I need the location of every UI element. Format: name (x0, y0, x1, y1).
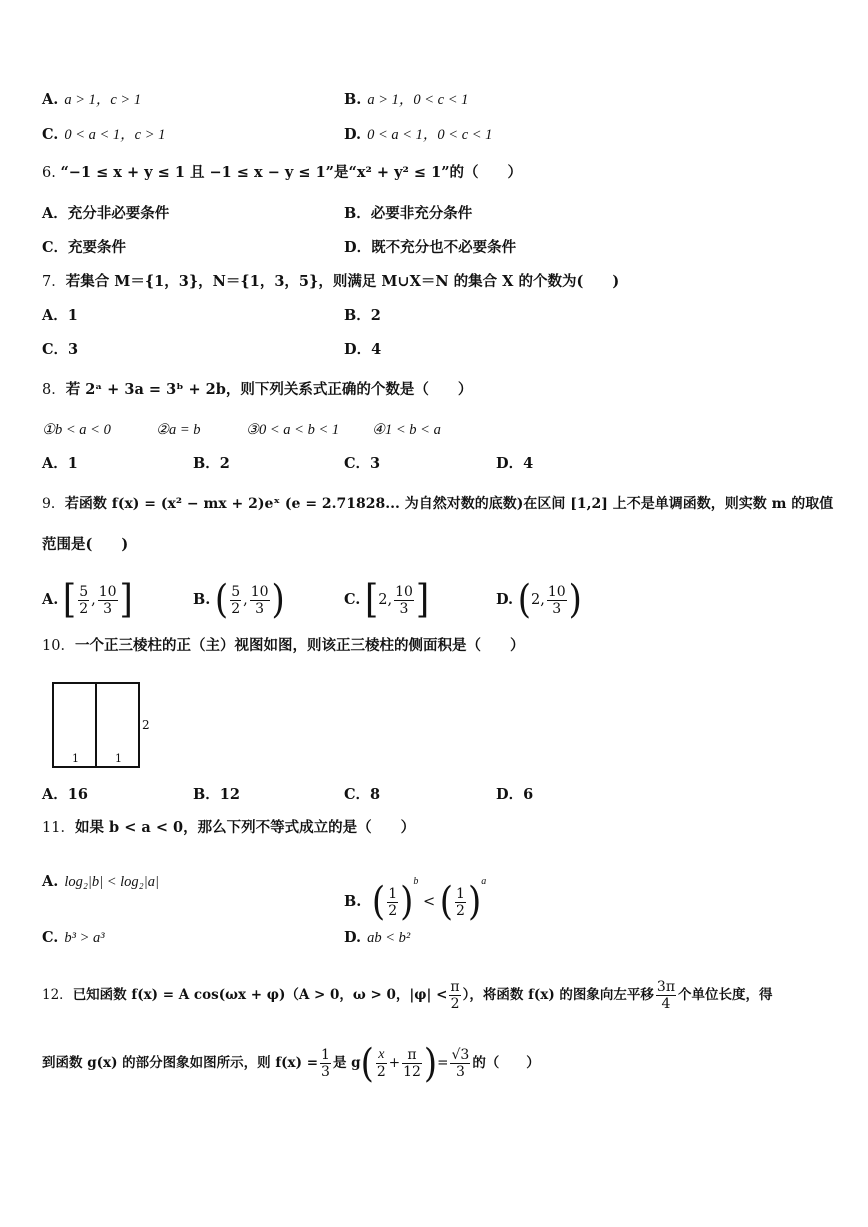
q5-option-a: A. a > 1，c > 1 (42, 91, 142, 108)
width-label-right: 1 (115, 752, 122, 765)
q5-row-cd (0, 121, 868, 149)
q6-row-ab (0, 200, 868, 228)
q7-option-b: B．2 (344, 307, 381, 324)
fraction: $\frac{x}{2}$ (376, 1047, 386, 1080)
q7-row-ab (0, 302, 868, 330)
paren-right: ) (467, 879, 482, 925)
q11-option-b: B. ( $\frac{1}{2}$ )$^b$ < ( $\frac{1}{2}$ )$^a$ (344, 876, 487, 925)
q6-option-c: C．充要条件 (42, 239, 127, 256)
q8-option-d: D．4 (496, 455, 534, 472)
q11-row-ab (0, 860, 868, 925)
q5-option-b: B. a > 1，0 < c < 1 (344, 91, 469, 108)
q9-option-b: B. ( $\frac{5}{2}$ , $\frac{10}{3}$ ) (193, 577, 285, 623)
bracket-right: ] (415, 577, 430, 623)
q8-stem (0, 376, 868, 404)
q12-stem-line2: 到函数 g(x) 的部分图象如图所示，则 f(x) = $\frac{1}{3}$ 是 g( $\frac{x}{2}$ + $\frac{\pi}{12}$ )= $\frac{√3}{3}$ 的（ ） (42, 1040, 540, 1087)
q9-stem-text: 若函数 f(x) = (x² − mx + 2)eˣ (e = 2.71828... 为自然对数的底数)在区间 [1,2] 上不是单调函数，则实数 m 的取值 (64, 496, 834, 512)
q7-option-a: A．1 (42, 307, 78, 324)
q7-number: 7． (42, 274, 66, 290)
q9-option-c: C. [2, $\frac{10}{3}$ ] (344, 577, 430, 623)
q6-option-a: A．充分非必要条件 (42, 205, 170, 222)
q7-stem-text: 若集合 M＝{1，3}，N＝{1，3，5}，则满足 M∪X＝N 的集合 X 的个数为( ) (65, 273, 620, 290)
q7-row-cd (0, 336, 868, 364)
height-label: 2 (142, 718, 150, 732)
q8-stem-text: 若 2ᵃ + 3a = 3ᵇ + 2b，则下列关系式正确的个数是（ ） (65, 381, 473, 398)
bracket-left: [ (364, 577, 379, 623)
q10-option-b: B．12 (193, 786, 240, 803)
q6-row-cd (0, 234, 868, 262)
q6-stem-text: “−1 ≤ x + y ≤ 1 且 −1 ≤ x − y ≤ 1”是“x² + y² ≤ 1”的（ ） (60, 164, 523, 181)
q10-options (0, 781, 868, 809)
bracket-right: ] (119, 577, 133, 623)
q8-statement-2: ②a = b (156, 422, 201, 438)
q11-option-a: A. log₂|b| < log₂|a| (42, 873, 159, 890)
q5-option-d: D. 0 < a < 1，0 < c < 1 (344, 126, 493, 143)
paren-right: ) (568, 577, 582, 623)
fraction: $\frac{√3}{3}$ (451, 1047, 470, 1080)
fraction: $\frac{10}{3}$ (250, 583, 269, 617)
paren-right: ) (423, 1040, 438, 1087)
paren-left: ( (214, 577, 229, 623)
q6-stem (0, 159, 868, 187)
q8-option-c: C．3 (344, 455, 381, 472)
width-label-left: 1 (72, 752, 79, 765)
q11-stem-text: 如果 b < a < 0，那么下列不等式成立的是（ ） (74, 819, 416, 836)
q8-statement-4: ④1 < b < a (372, 422, 441, 438)
q10-number: 10． (42, 638, 75, 654)
q9-option-a: A. [ $\frac{5}{2}$ , $\frac{10}{3}$ ] (42, 577, 133, 623)
q12-stem-text-2c: 的（ ） (472, 1055, 540, 1071)
q12-stem-text-1a: 已知函数 f(x) = A cos(ωx + φ)（A > 0，ω > 0，|φ| < (72, 987, 448, 1003)
q9-d-label: D. (496, 591, 514, 608)
q10-option-d: D．6 (496, 786, 534, 803)
q11-option-c: C. b³ > a³ (42, 929, 105, 946)
q6-option-b: B．必要非充分条件 (344, 205, 473, 222)
q8-options (0, 450, 868, 478)
fraction: $\frac{10}{3}$ (98, 583, 117, 617)
q11-stem (0, 814, 868, 842)
q6-option-d: D．既不充分也不必要条件 (344, 239, 517, 256)
q10-option-c: C．8 (344, 786, 381, 803)
q10-stem-text: 一个正三棱柱的正（主）视图如图，则该正三棱柱的侧面积是（ ） (74, 637, 525, 654)
q9-stem-line1 (0, 490, 868, 518)
q8-statement-1: ①b < a < 0 (42, 422, 111, 438)
fraction: $\frac{10}{3}$ (395, 583, 413, 617)
q8-number: 8． (42, 382, 66, 398)
q11-number: 11． (42, 820, 75, 836)
paren-right: ) (271, 577, 285, 623)
fraction: $\frac{5}{2}$ (79, 583, 89, 617)
paren-left: ( (439, 879, 454, 925)
q9-c-label: C. (344, 591, 361, 608)
q9-number: 9． (42, 496, 65, 512)
q10-option-a: A．16 (42, 786, 88, 803)
q12-number: 12． (42, 987, 73, 1003)
q12-stem-line1 (0, 973, 868, 1017)
fraction: $\frac{1}{2}$ (388, 885, 398, 919)
fraction: $\frac{5}{2}$ (231, 583, 241, 617)
q12-stem-text-2a: 到函数 g(x) 的部分图象如图所示，则 f(x) = (42, 1055, 319, 1071)
q5-row-ab (0, 86, 868, 114)
bracket-left: [ (62, 577, 77, 623)
paren-right: ) (400, 879, 414, 925)
paren-left: ( (517, 577, 531, 623)
q12-stem-text-1c: 个单位长度，得 (678, 987, 773, 1003)
q11-option-d: D. ab < b² (344, 929, 411, 946)
q8-option-b: B．2 (193, 455, 230, 472)
q7-option-c: C．3 (42, 341, 79, 358)
fraction: $\frac{\pi}{2}$ (450, 979, 460, 1012)
paren-left: ( (371, 879, 386, 925)
q7-stem (0, 268, 868, 296)
q5-option-c: C. 0 < a < 1，c > 1 (42, 126, 166, 143)
fraction: $\frac{1}{2}$ (456, 885, 465, 919)
fraction: $\frac{1}{3}$ (321, 1047, 330, 1080)
q8-statements (0, 416, 868, 444)
q9-a-label: A. (42, 591, 59, 608)
paren-left: ( (360, 1040, 374, 1087)
q8-statement-3: ③0 < a < b < 1 (246, 422, 340, 438)
q7-option-d: D．4 (344, 341, 382, 358)
fraction: $\frac{\pi}{12}$ (403, 1047, 421, 1080)
q9-b-label: B. (193, 591, 211, 608)
fraction: $\frac{10}{3}$ (547, 583, 566, 617)
q9-option-d: D. (2, $\frac{10}{3}$ ) (496, 577, 582, 623)
q12-stem-text-2b: 是 g (332, 1055, 361, 1071)
q9-stem-text-2: 范围是( ) (42, 536, 129, 553)
q6-number: 6. (42, 165, 56, 181)
q10-stem (0, 632, 868, 660)
q8-option-a: A．1 (42, 455, 78, 472)
q9-options (0, 577, 868, 623)
q11-row-cd (0, 924, 868, 952)
q12-stem-text-1b: ），将函数 f(x) 的图象向左平移 (462, 987, 654, 1003)
q9-stem-line2 (0, 531, 868, 559)
fraction: $\frac{3\pi}{4}$ (656, 979, 676, 1012)
